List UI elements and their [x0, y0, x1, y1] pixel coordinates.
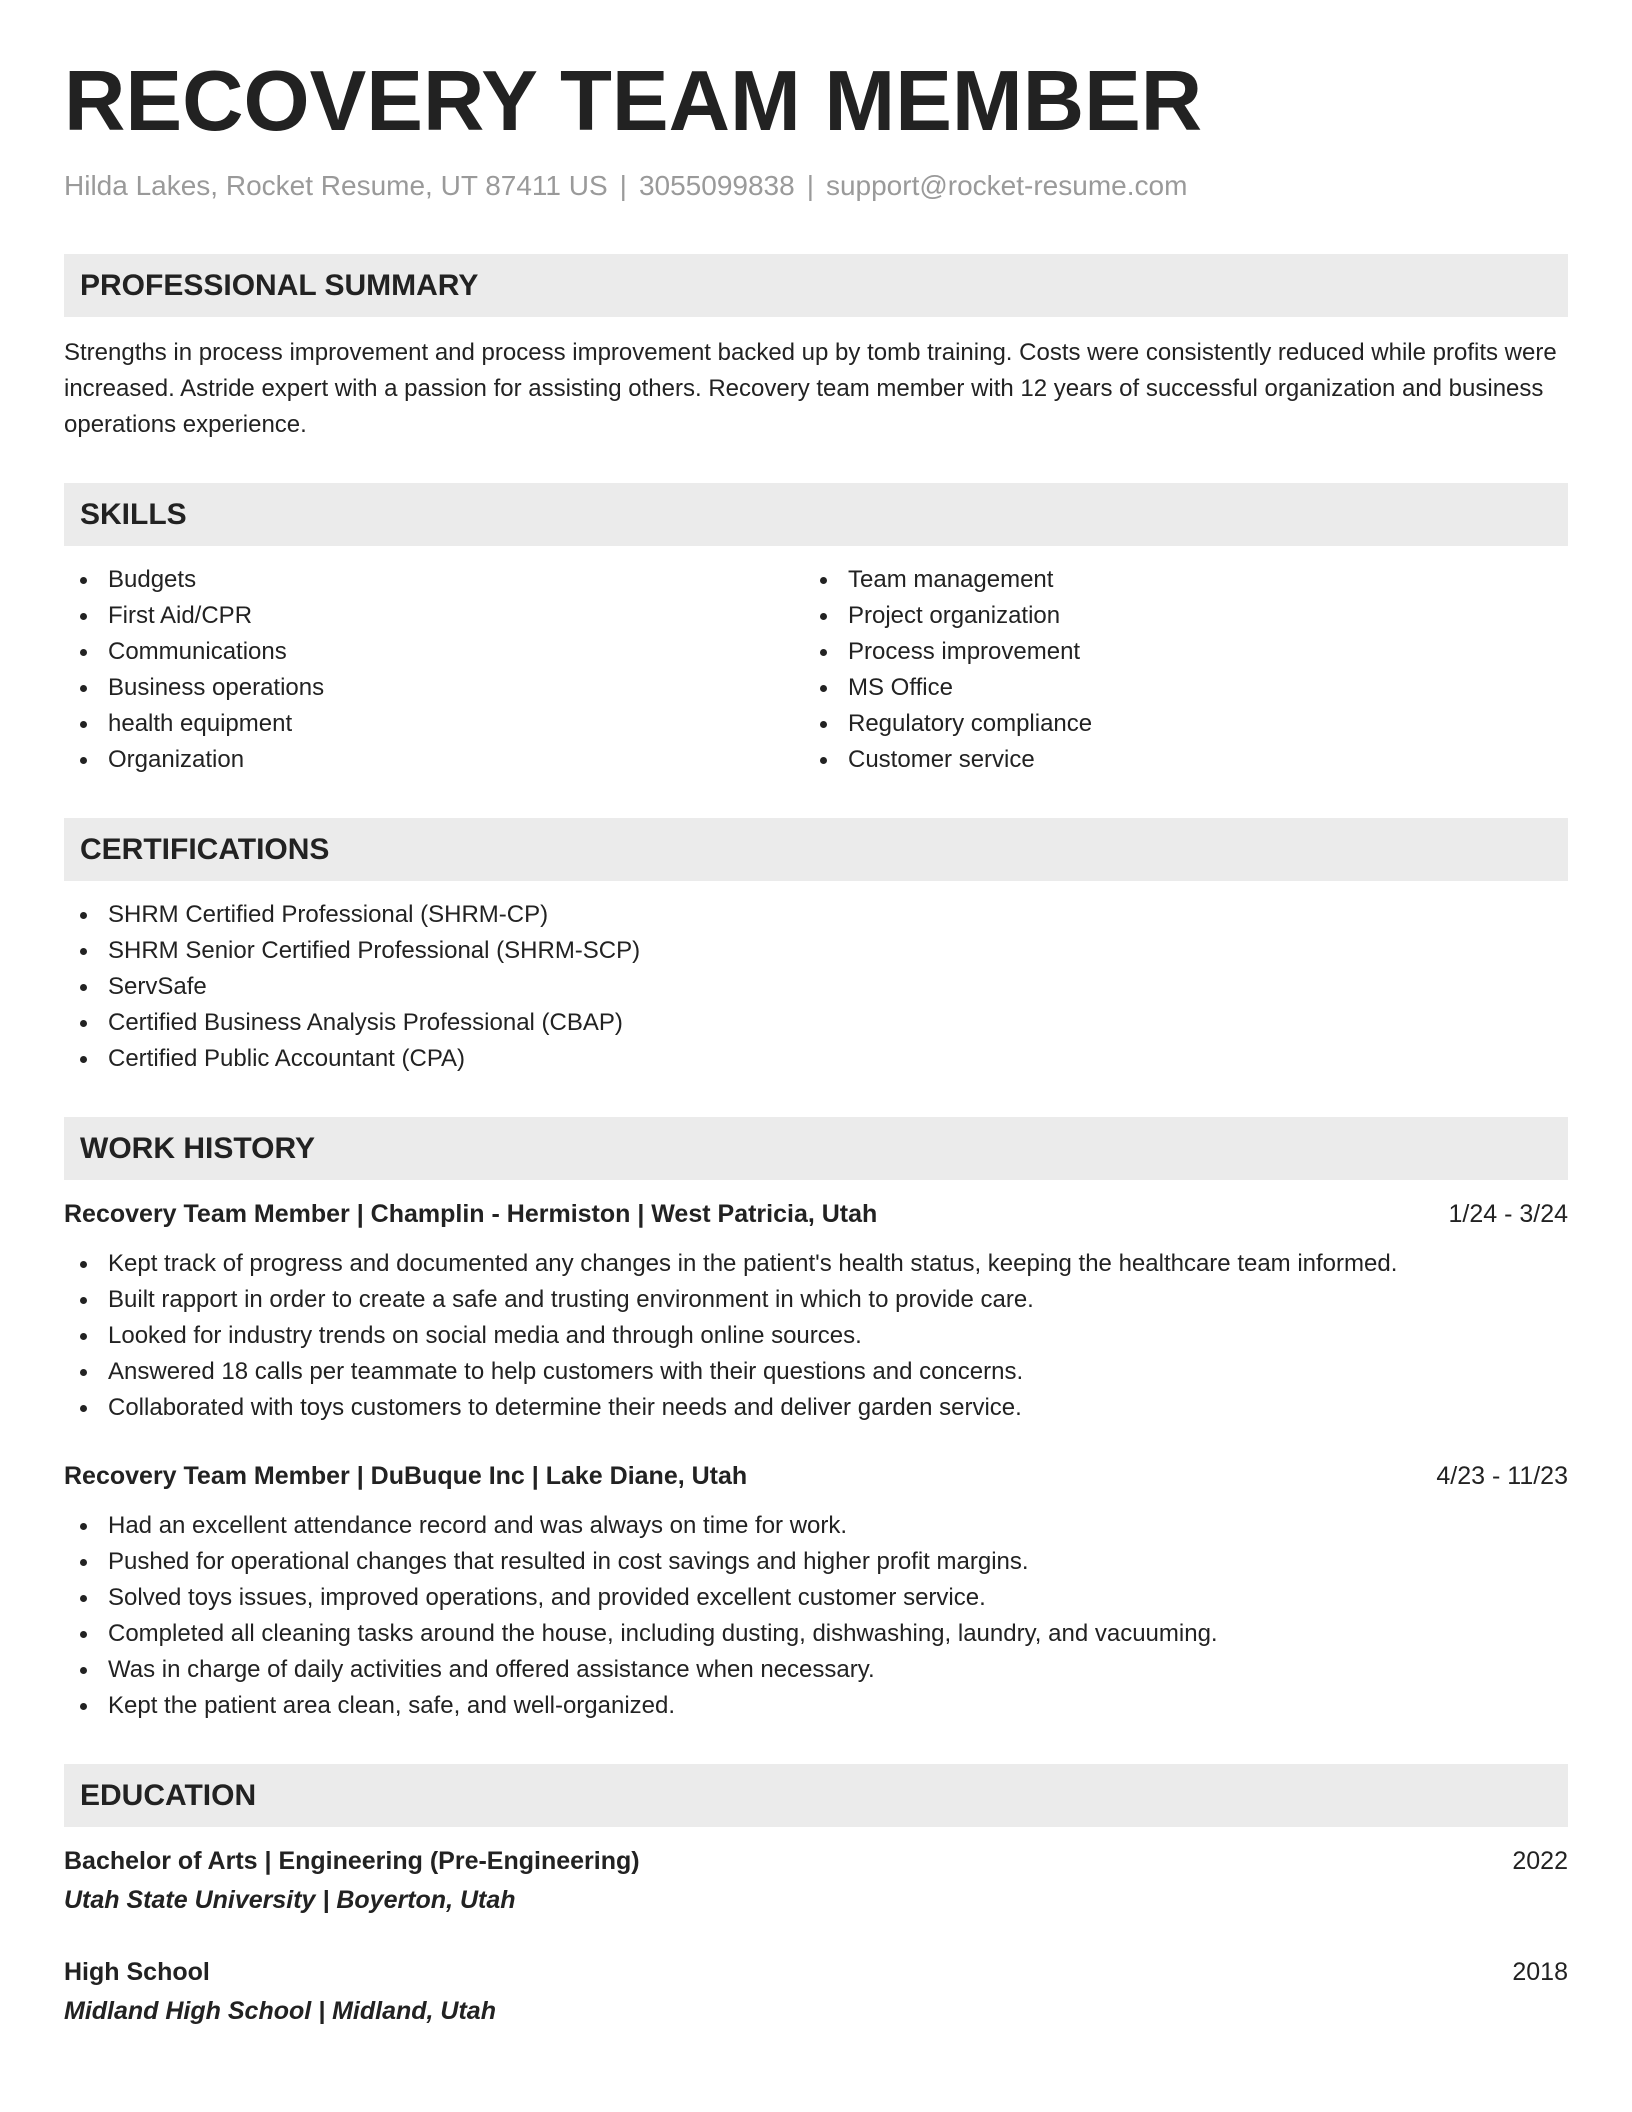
certification-item: Certified Public Accountant (CPA) — [64, 1041, 1568, 1077]
job-entry — [64, 1458, 1568, 1724]
job-bullet: Was in charge of daily activities and offered assistance when necessary. — [64, 1652, 1568, 1688]
job-bullet: Answered 18 calls per teammate to help customers with their questions and concerns. — [64, 1354, 1568, 1390]
certification-item: Certified Business Analysis Professional (CBAP) — [64, 1005, 1568, 1041]
job-bullet: Looked for industry trends on social media and through online sources. — [64, 1318, 1568, 1354]
certification-item: SHRM Senior Certified Professional (SHRM-SCP) — [64, 933, 1568, 969]
skill-item: Process improvement — [804, 634, 1544, 670]
skill-item: health equipment — [64, 706, 804, 742]
contact-address: Hilda Lakes, Rocket Resume, UT 87411 US — [64, 170, 608, 201]
skill-item: MS Office — [804, 670, 1544, 706]
skill-item: Budgets — [64, 562, 804, 598]
education-entry — [64, 1954, 1568, 2029]
job-bullets — [64, 1246, 1568, 1426]
job-header — [64, 1196, 1568, 1232]
job-title: Recovery Team Member | Champlin - Hermiston | West Patricia, Utah — [64, 1200, 878, 1228]
skill-item: Customer service — [804, 742, 1544, 778]
education-degree: Bachelor of Arts | Engineering (Pre-Engineering) — [64, 1847, 640, 1875]
education-year: 2018 — [1512, 1958, 1568, 1986]
skill-item: Business operations — [64, 670, 804, 706]
job-bullet: Completed all cleaning tasks around the house, including dusting, dishwashing, laundry, and vacuuming. — [64, 1616, 1568, 1652]
education-school: Utah State University | Boyerton, Utah — [64, 1886, 516, 1914]
job-bullet: Pushed for operational changes that resulted in cost savings and higher profit margins. — [64, 1544, 1568, 1580]
contact-separator: | — [806, 170, 814, 201]
education-school: Midland High School | Midland, Utah — [64, 1997, 496, 2025]
summary-text: Strengths in process improvement and process improvement backed up by tomb training. Costs were consistently reduced while profits were increased. Astride expert with a passion for assisting others. Recovery team member with 12 years of successful organization and business operations experience. — [64, 339, 1557, 438]
skills-heading: SKILLS — [64, 483, 1568, 546]
skill-item: Regulatory compliance — [804, 706, 1544, 742]
job-dates: 1/24 - 3/24 — [1448, 1200, 1568, 1228]
contact-phone: 3055099838 — [638, 170, 795, 201]
skill-item: Team management — [804, 562, 1544, 598]
skill-item: Communications — [64, 634, 804, 670]
job-bullet: Built rapport in order to create a safe and trusting environment in which to provide care. — [64, 1282, 1568, 1318]
contact-line — [64, 168, 1568, 204]
job-bullet: Solved toys issues, improved operations, and provided excellent customer service. — [64, 1580, 1568, 1616]
job-bullets — [64, 1508, 1568, 1724]
certifications-list — [64, 897, 1568, 1077]
education-header — [64, 1954, 1568, 1990]
education-entry — [64, 1843, 1568, 1918]
certification-item: SHRM Certified Professional (SHRM-CP) — [64, 897, 1568, 933]
education-header — [64, 1843, 1568, 1879]
work-history-heading: WORK HISTORY — [64, 1117, 1568, 1180]
certification-item: ServSafe — [64, 969, 1568, 1005]
education-heading: EDUCATION — [64, 1764, 1568, 1827]
job-dates: 4/23 - 11/23 — [1436, 1462, 1568, 1490]
skill-item: Project organization — [804, 598, 1544, 634]
skills-list-left — [64, 562, 804, 778]
job-title: Recovery Team Member | DuBuque Inc | Lake Diane, Utah — [64, 1462, 748, 1490]
skills-list-right — [804, 562, 1544, 778]
certifications-heading: CERTIFICATIONS — [64, 818, 1568, 881]
job-header — [64, 1458, 1568, 1494]
education-degree: High School — [64, 1958, 210, 1986]
summary-heading: PROFESSIONAL SUMMARY — [64, 254, 1568, 317]
contact-email: support@rocket-resume.com — [825, 170, 1188, 201]
job-bullet: Collaborated with toys customers to determine their needs and deliver garden service. — [64, 1390, 1568, 1426]
job-entry — [64, 1196, 1568, 1426]
skills-grid — [64, 562, 1568, 778]
contact-separator: | — [619, 170, 627, 201]
job-bullet: Kept track of progress and documented any changes in the patient's health status, keeping the healthcare team informed. — [64, 1246, 1568, 1282]
job-bullet: Had an excellent attendance record and was always on time for work. — [64, 1508, 1568, 1544]
resume-name: RECOVERY TEAM MEMBER — [64, 54, 1203, 149]
education-year: 2022 — [1512, 1847, 1568, 1875]
skill-item: First Aid/CPR — [64, 598, 804, 634]
job-bullet: Kept the patient area clean, safe, and well-organized. — [64, 1688, 1568, 1724]
skill-item: Organization — [64, 742, 804, 778]
